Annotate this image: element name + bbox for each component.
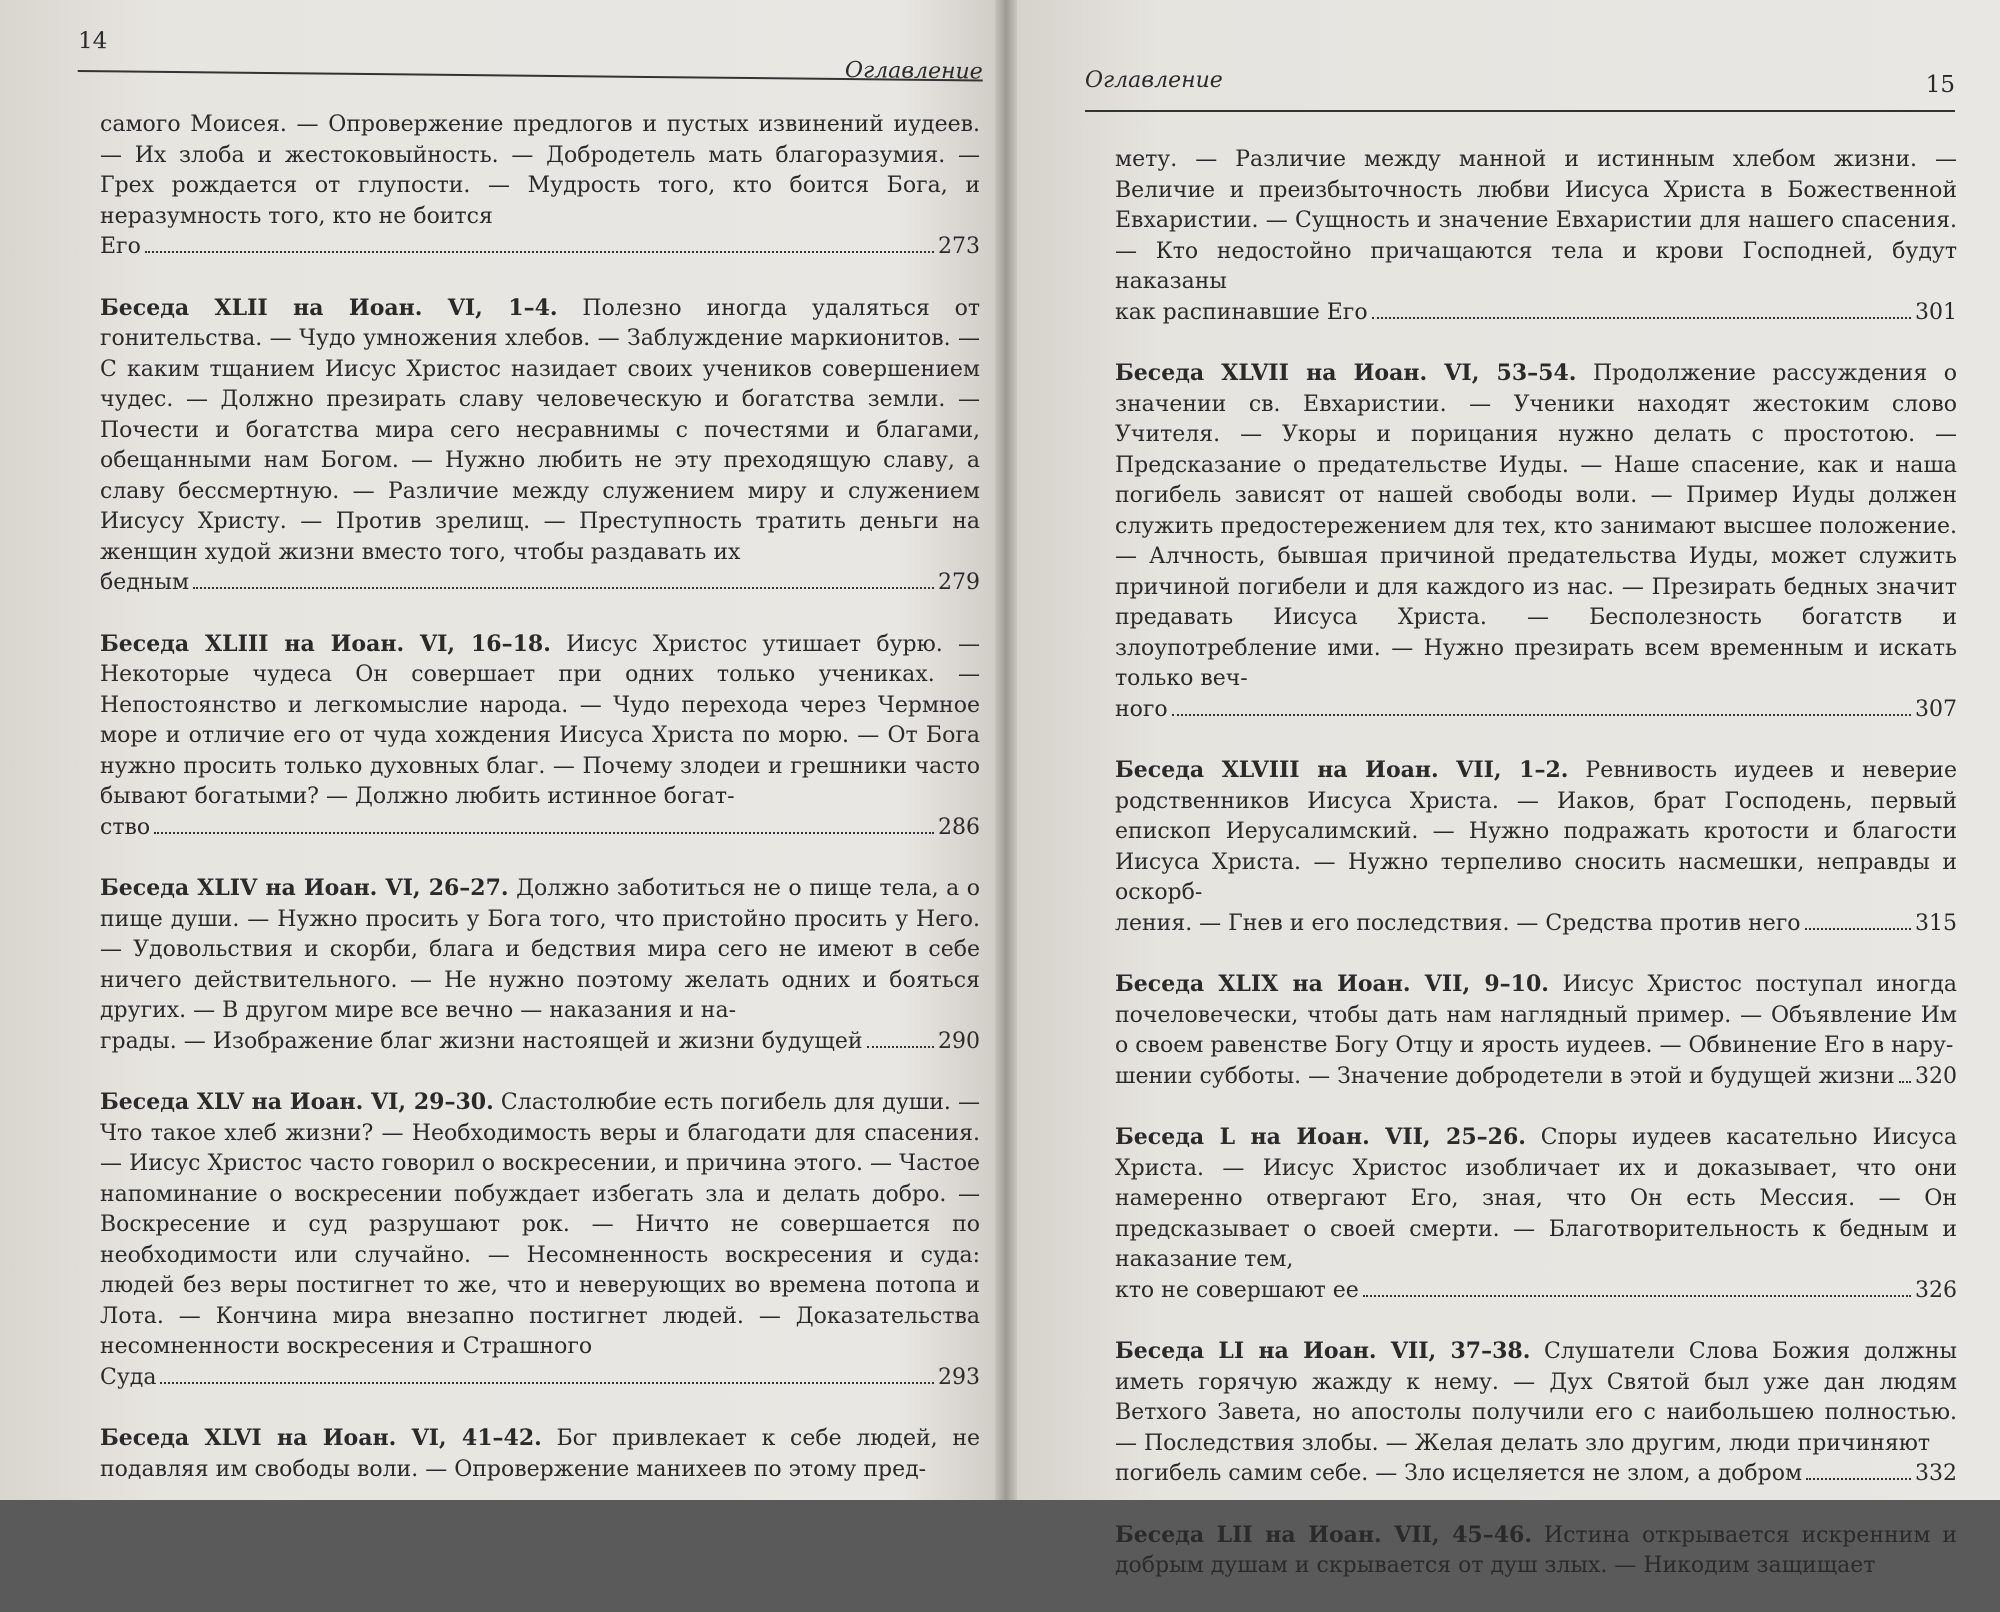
toc-entry-page-number: 332 <box>1915 1461 1957 1486</box>
toc-entry-page-number: 326 <box>1915 1277 1957 1303</box>
toc-entry-heading: Беседа XLIII на Иоан. VI, 16–18. <box>100 630 551 657</box>
toc-leader-dots <box>1372 317 1911 319</box>
toc-entry-leader-line <box>100 232 980 263</box>
toc-entry-heading: Беседа LII на Иоан. VII, 45–46. <box>1115 1521 1533 1548</box>
right-page <box>1010 0 2000 1578</box>
toc-entry-page-number: 279 <box>938 570 980 595</box>
toc-leader-dots <box>193 587 934 589</box>
toc-entry <box>1115 1520 1957 1582</box>
toc-leader-dots <box>1806 1478 1911 1480</box>
right-running-title: Оглавление <box>1085 68 1223 93</box>
toc-leader-dots <box>867 1046 934 1048</box>
toc-entry-text <box>1115 1520 1957 1582</box>
toc-entry <box>100 1423 980 1485</box>
toc-entry-text <box>100 629 980 813</box>
toc-entry-leader-line <box>1115 695 1957 726</box>
toc-entry-body: Споры иудеев касательно Иисуса Христа. — Иисус Христос изобличает их и доказывает, что они намеренно отвергают Его, зная, что Он есть Мессия. — Он предсказывает о своей смерти. — Благотворительность к бедным и наказание тем, <box>1115 1125 1957 1272</box>
toc-entry-text <box>100 1087 980 1363</box>
toc-entry-text <box>1115 1122 1957 1276</box>
toc-entry-leader-line <box>100 813 980 844</box>
toc-entry-leader-line <box>1115 1276 1957 1307</box>
toc-entry-body: Ревнивость иудеев и неверие родственников Иисуса Христа. — Иаков, брат Господень, первый епископ Иерусалимский. — Нужно подражать кротости и благости Иисуса Христа. — Нужно терпеливо сносить насмешки, неправды и оскорб- <box>1115 758 1957 905</box>
toc-entry <box>100 629 980 844</box>
left-running-title: Оглавление <box>844 58 983 85</box>
toc-entry-page-number: 315 <box>1915 910 1957 936</box>
toc-entry <box>1115 1122 1957 1306</box>
toc-entry-heading: Беседа L на Иоан. VII, 25–26. <box>1115 1124 1526 1150</box>
toc-entry-text <box>1115 358 1957 695</box>
toc-entry <box>1115 1336 1957 1490</box>
toc-leader-dots <box>1363 1295 1911 1297</box>
toc-entry-heading: Беседа XLVIII на Иоан. VII, 1–2. <box>1115 757 1569 783</box>
toc-leader-dots <box>1899 1081 1911 1083</box>
toc-entry-last-words: погибель самим себе. — Зло исцеляется не злом, а добром <box>1115 1461 1803 1486</box>
toc-entry-last-words: Его <box>100 234 141 259</box>
toc-entry <box>1115 755 1957 939</box>
toc-entry-body: Полезно иногда удаляться от гонительства. — Чудо умножения хлебов. — Заблуждение маркионитов. — С каким тщанием Иисус Христос назидает своих учеников совершением чудес. — Должно презирать славу человеческую и богатства земли. — Почести и богатства мира сего несравнимы с почестями и благами, обещанными нам Богом. — Нужно любить не эту преходящую славу, а славу бессмертную. — Различие между служением миру и служением Иисусу Христу. — Против зрелищ. — Преступность тратить деньги на женщин худой жизни вместо того, чтобы раздавать их <box>100 295 980 565</box>
toc-entry-page-number: 293 <box>938 1364 980 1390</box>
toc-entry-body: Бог привлекает к себе людей, не подавляя им свободы воли. — Опровержение манихеев по этому пред- <box>100 1426 980 1482</box>
toc-entry-page-number: 307 <box>1915 696 1957 722</box>
toc-entry-last-words: ления. — Гнев и его последствия. — Средства против него <box>1115 910 1801 936</box>
toc-entry <box>1115 358 1957 725</box>
toc-entry-leader-line <box>1115 1062 1957 1093</box>
toc-entry-leader-line <box>1115 909 1957 940</box>
toc-entry-heading: Беседа XLV на Иоан. VI, 29–30. <box>100 1089 494 1115</box>
toc-entry-last-words: ство <box>100 814 151 840</box>
toc-entry-leader-line <box>1115 1459 1957 1490</box>
toc-entry-heading: Беседа XLIV на Иоан. VI, 26–27. <box>100 875 509 901</box>
toc-entry-body: Продолжение рассуждения о значении св. Евхаристии. — Ученики находят жестоким слово Учителя. — Укоры и порицания нужно делать с простотою. — Предсказание о предательстве Иуды. — Наше спасение, как и наша погибель зависят от нашей свободы воли. — Пример Иуды должен служить предостережением для тех, кто занимают высшее положение. — Алчность, бывшая причиной предательства Иуды, может служить причиной погибели и для каждого из нас. — Презирать бедных значит предавать Иисуса Христа. — Бесполезность богатств и злоупотребление ими. — Нужно презирать всем временным и искать только веч- <box>1115 361 1957 691</box>
toc-entry-text <box>100 873 980 1027</box>
toc-entry <box>100 110 980 263</box>
toc-entry-body: самого Моисея. — Опровержение предлогов и пустых извинений иудеев. — Их злоба и жестоковыйность. — Добродетель мать благоразумия. — Грех рождается от глупости. — Мудрость того, кто боится Бога, и неразумность того, кто не боится <box>100 112 980 229</box>
toc-entry-text <box>1115 969 1957 1062</box>
toc-entry-page-number: 320 <box>1915 1063 1957 1089</box>
toc-entry-last-words: кто не совершают ее <box>1115 1277 1359 1303</box>
left-toc-entries <box>100 110 980 1515</box>
toc-entry-body: Истина открывается искренним и добрым душам и скрывается от душ злых. — Никодим защищает <box>1115 1522 1957 1578</box>
toc-entry <box>100 873 980 1057</box>
toc-entry <box>100 293 980 599</box>
toc-entry-heading: Беседа XLIX на Иоан. VII, 9–10. <box>1115 971 1549 997</box>
toc-entry-text <box>1115 145 1957 298</box>
right-running-head <box>1085 60 1955 112</box>
toc-entry-last-words: грады. — Изображение благ жизни настоящей и жизни будущей <box>100 1028 863 1054</box>
toc-leader-dots <box>160 1382 934 1384</box>
toc-entry-page-number: 290 <box>938 1028 980 1054</box>
toc-entry <box>1115 969 1957 1092</box>
left-page-number: 14 <box>77 28 108 55</box>
toc-entry-page-number: 286 <box>938 814 980 840</box>
toc-entry-body: мету. — Различие между манной и истинным хлебом жизни. — Величие и преизбыточность любви Иисуса Христа в Божественной Евхаристии. — Сущность и значение Евхаристии для нашего спасения. — Кто недостойно причащаются тела и крови Господней, будут наказаны <box>1115 147 1957 294</box>
toc-entry-last-words: Суда <box>100 1364 157 1390</box>
toc-entry-last-words: шении субботы. — Значение добродетели в этой и будущей жизни <box>1115 1063 1895 1089</box>
toc-entry-heading: Беседа XLVI на Иоан. VI, 41–42. <box>100 1425 542 1451</box>
toc-entry-last-words: бедным <box>100 570 190 595</box>
toc-entry-body: Слушатели Слова Божия должны иметь горячую жажду к нему. — Дух Святой был уже дан людям Ветхого Завета, но апостолы получили его с наибольшею полностью. — Последствия злобы. — Желая делать зло другим, люди причиняют <box>1115 1339 1957 1456</box>
toc-entry-heading: Беседа LI на Иоан. VII, 37–38. <box>1115 1338 1531 1364</box>
toc-entry-text <box>1115 1336 1957 1459</box>
toc-entry-leader-line <box>100 568 980 599</box>
toc-entry <box>100 1087 980 1393</box>
toc-entry-heading: Беседа XLVII на Иоан. VI, 53–54. <box>1115 360 1577 386</box>
toc-entry-leader-line <box>1115 298 1957 329</box>
toc-entry-text <box>1115 755 1957 909</box>
toc-entry-last-words: как распинавшие Его <box>1115 299 1368 325</box>
left-running-head <box>77 20 983 85</box>
right-toc-entries <box>1115 145 1957 1612</box>
toc-entry-page-number: 273 <box>938 234 980 259</box>
toc-leader-dots <box>1172 714 1911 716</box>
toc-entry-body: Должно заботиться не о пище тела, а о пище души. — Нужно просить у Бога того, что пристойно просить у Него. — Удовольствия и скорби, блага и бедствия мира сего не имеют в себе ничего действительного. — Не нужно поэтому желать одних и бояться других. — В другом мире все вечно — наказания и на- <box>100 876 981 1023</box>
toc-entry-body: Сластолюбие есть погибель для души. — Что такое хлеб жизни? — Необходимость веры и благодати для спасения. — Иисус Христос часто говорил о воскресении, и причина этого. — Частое напоминание о воскресении побуждает избегать зла и делать добро. — Воскресение и суд разрушают рок. — Ничто не совершается по необходимости или случайно. — Несомненность воскресения и суда: людей без веры постигнет то же, что и неверующих во времена потопа и Лота. — Кончина мира внезапно постигнет людей. — Доказательства несомненности воскресения и Страшного <box>100 1090 980 1359</box>
toc-entry-page-number: 301 <box>1915 299 1957 325</box>
toc-entry-last-words: ного <box>1115 696 1168 722</box>
toc-leader-dots <box>154 832 934 834</box>
toc-leader-dots <box>145 251 934 253</box>
toc-entry-text <box>100 110 980 232</box>
toc-entry-body: Иисус Христос утишает бурю. — Некоторые чудеса Он совершает при одних только учениках. — Непостоянство и легкомыслие народа. — Чудо перехода через Чермное море и отличие его от чуда хождения Иисуса Христа по морю. — От Бога нужно просить только духовных благ. — Почему злодеи и грешники часто бывают богатыми? — Должно любить истинное богат- <box>100 631 980 809</box>
toc-leader-dots <box>1805 928 1911 930</box>
toc-entry-leader-line <box>100 1027 980 1058</box>
left-page <box>0 0 1000 1500</box>
toc-entry-body: Иисус Христос поступал иногда почеловечески, чтобы дать нам наглядный пример. — Объявление Им о своем равенстве Богу Отцу и ярость иудеев. — Обвинение Его в нару- <box>1115 972 1957 1058</box>
toc-entry-leader-line <box>100 1363 980 1394</box>
toc-entry-heading: Беседа XLII на Иоан. VI, 1–4. <box>100 294 558 321</box>
toc-entry-text <box>100 293 980 569</box>
right-page-number: 15 <box>1925 72 1955 98</box>
toc-entry <box>1115 145 1957 328</box>
toc-entry-text <box>100 1423 980 1485</box>
